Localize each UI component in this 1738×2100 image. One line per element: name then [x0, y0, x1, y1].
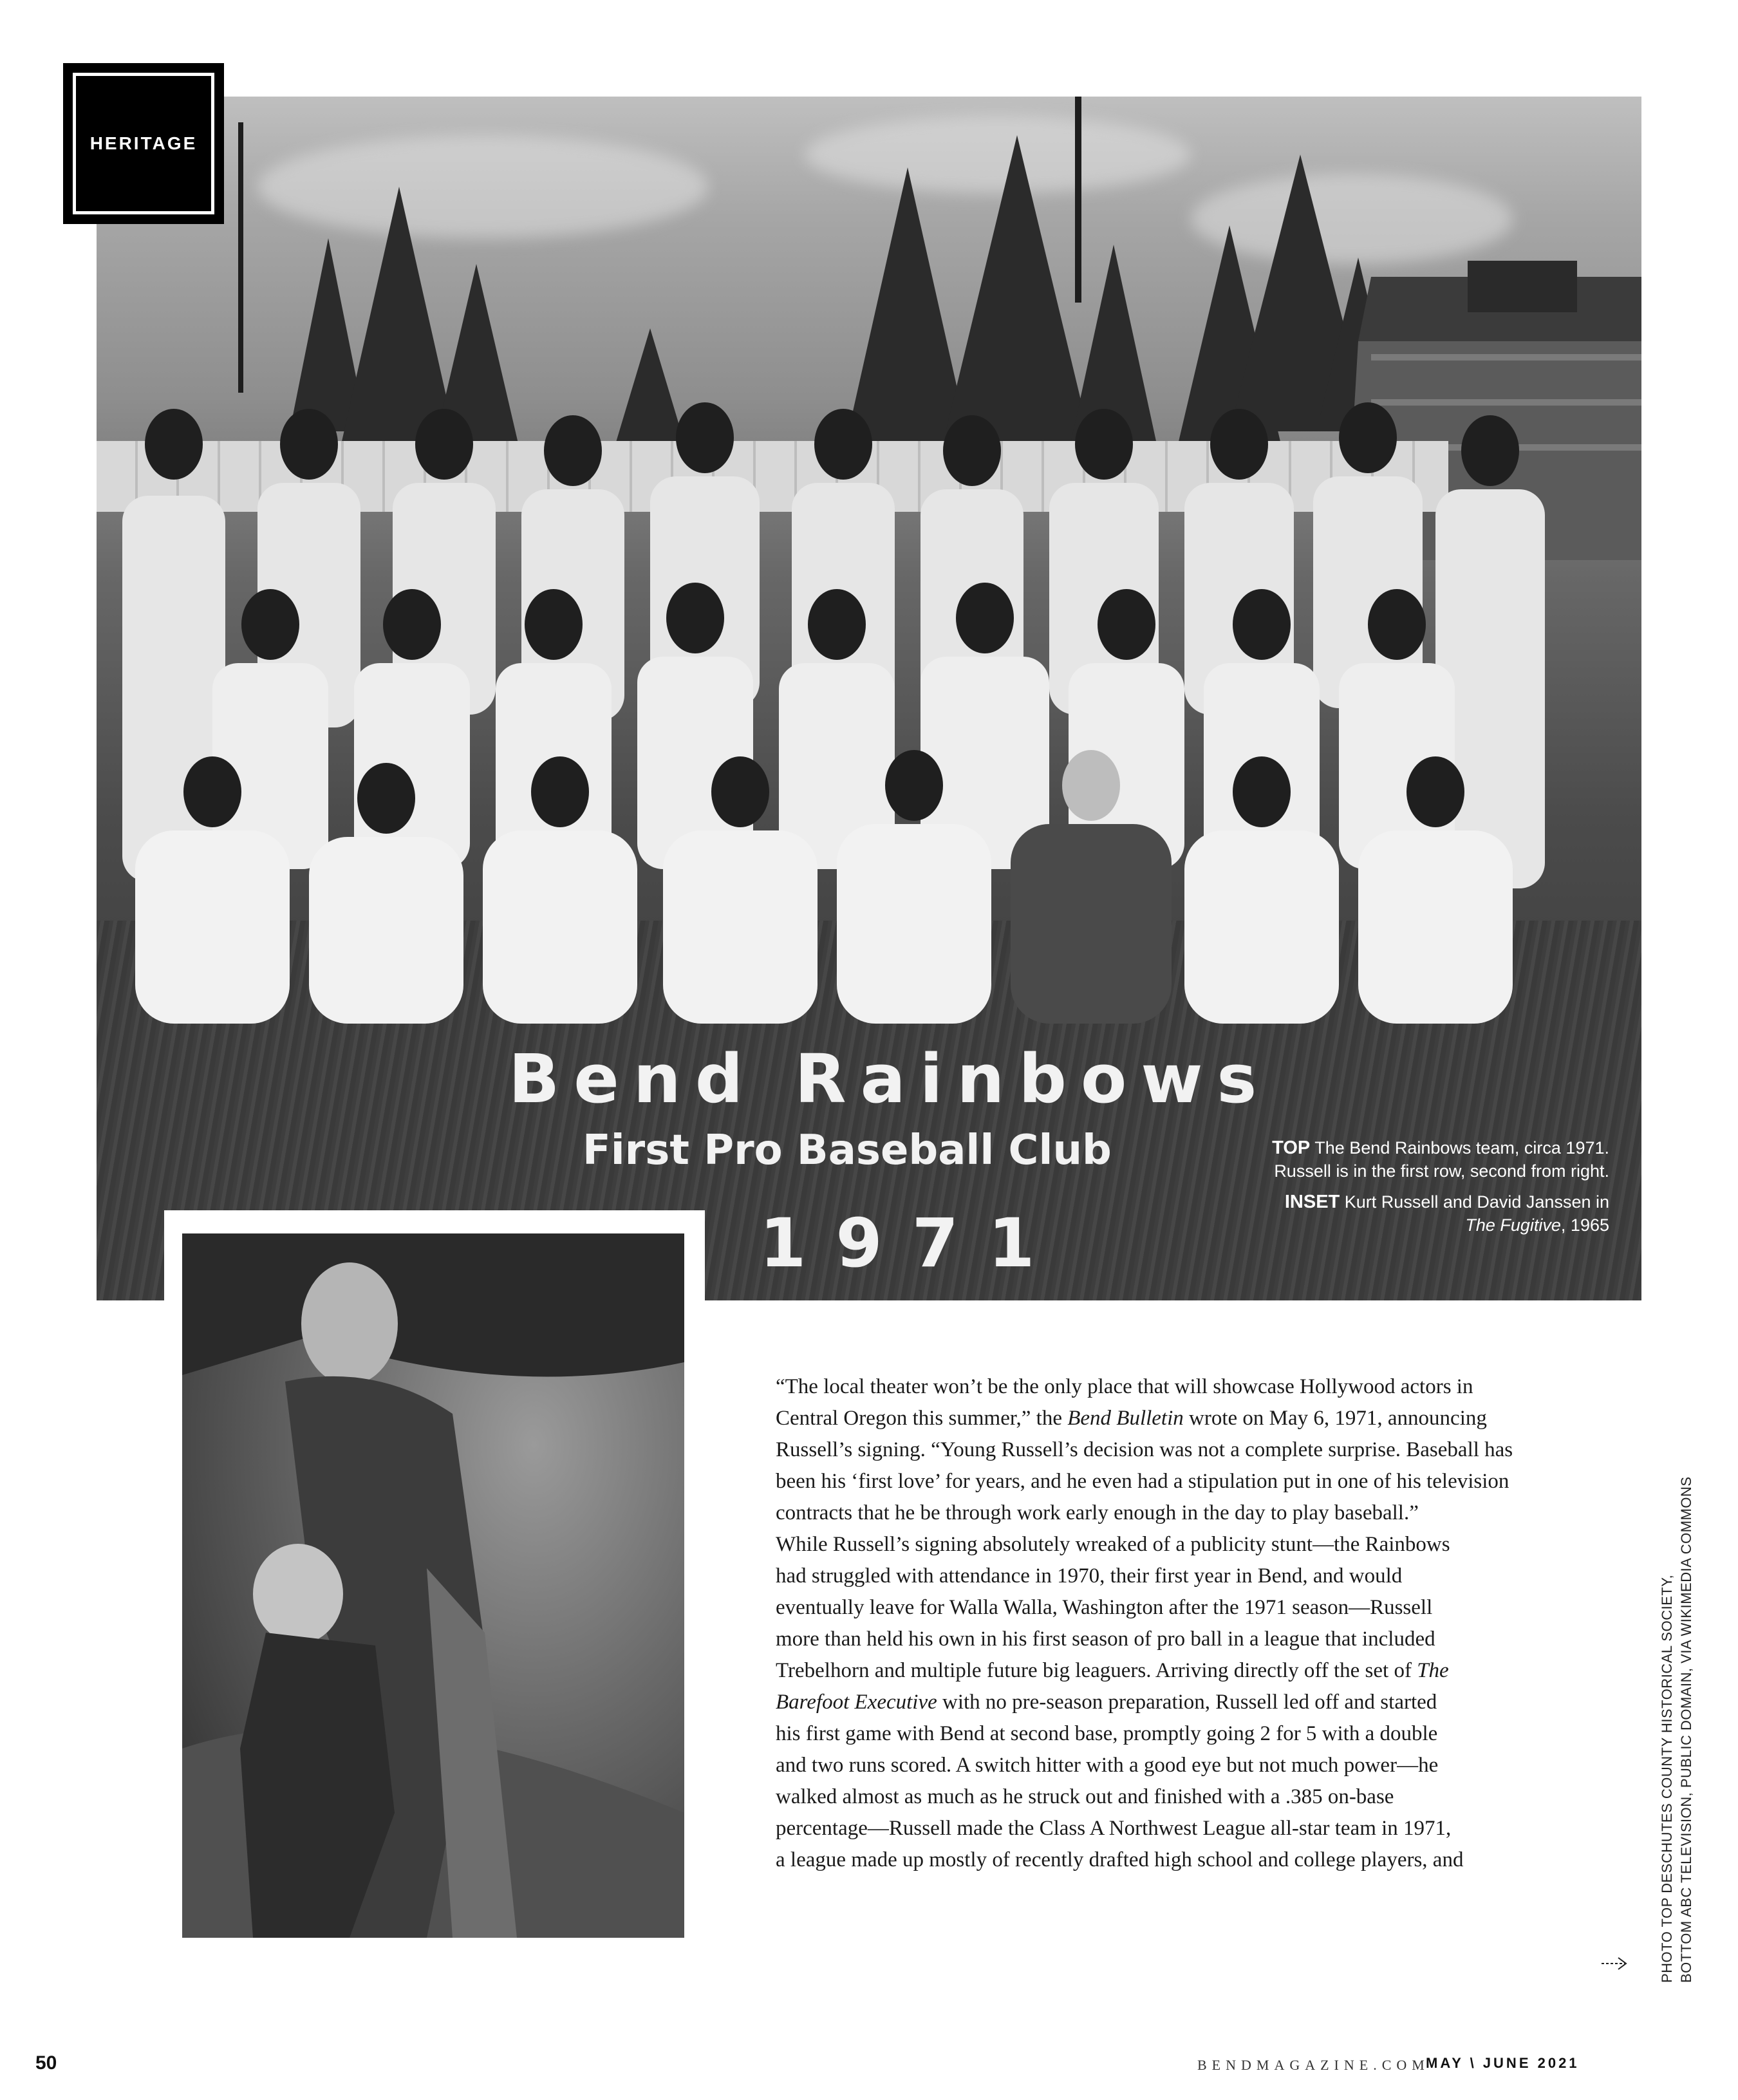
paragraph-2 — [762, 1529, 1579, 1876]
article-body — [762, 1371, 1579, 1876]
text-line: contracts that he be through work early enough in the day to play baseball.” — [776, 1501, 1419, 1524]
text-run: with no pre-season preparation, Russell led off and started — [937, 1691, 1437, 1714]
caption-inset — [1262, 1190, 1609, 1237]
arrow-right-icon — [1600, 1955, 1629, 1973]
text-line: percentage—Russell made the Class A Northwest League all-star team in 1971, — [776, 1817, 1452, 1840]
text-line: Russell’s signing. “Young Russell’s decision was not a complete surprise. Baseball has — [776, 1438, 1513, 1461]
text-run: Central Oregon this summer,” the — [776, 1407, 1068, 1430]
paragraph-1 — [762, 1371, 1579, 1529]
team-photo — [97, 97, 1641, 1300]
caption-top — [1262, 1136, 1609, 1183]
text-line: eventually leave for Walla Walla, Washington after the 1971 season—Russell — [776, 1596, 1433, 1619]
text-line: “The local theater won’t be the only place that will showcase Hollywood actors in — [776, 1375, 1473, 1398]
caption-inset-year: , 1965 — [1560, 1215, 1609, 1235]
caption-inset-text: Kurt Russell and David Janssen in — [1344, 1192, 1609, 1212]
photo-year: 1971 — [760, 1204, 1065, 1282]
footer-website: BENDMAGAZINE.COM — [1197, 2057, 1430, 2073]
caption-inset-label: INSET — [1284, 1192, 1340, 1212]
page-number: 50 — [35, 2052, 57, 2074]
caption-top-text: The Bend Rainbows team, circa 1971. Russell is in the first row, second from right. — [1274, 1138, 1609, 1181]
text-line: been his ‘first love’ for years, and he even had a stipulation put in one of his television — [776, 1470, 1509, 1493]
credit-line: BOTTOM ABC TELEVISION, PUBLIC DOMAIN, VIA WIKIMEDIA COMMONS — [1678, 1476, 1694, 1983]
team-players — [97, 97, 1641, 1300]
text-line: a league made up mostly of recently drafted high school and college players, and — [776, 1848, 1464, 1871]
photo-title: Bend Rainbows — [509, 1040, 1271, 1118]
credit-line: PHOTO TOP DESCHUTES COUNTY HISTORICAL SOCIETY, — [1659, 1574, 1675, 1983]
section-tag — [63, 63, 224, 224]
caption-inset-title: The Fugitive — [1465, 1215, 1561, 1235]
section-label: HERITAGE — [89, 133, 198, 153]
text-line: his first game with Bend at second base, promptly going 2 for 5 with a double — [776, 1722, 1438, 1745]
text-line — [762, 1403, 1579, 1434]
text-line: walked almost as much as he struck out and finished with a .385 on-base — [776, 1785, 1394, 1808]
film-title-part: The — [1417, 1659, 1449, 1682]
text-run: Trebelhorn and multiple future big leaguers. Arriving directly off the set of — [776, 1659, 1417, 1682]
photo-subtitle: First Pro Baseball Club — [583, 1127, 1112, 1174]
text-line — [762, 1687, 1579, 1718]
text-line: had struggled with attendance in 1970, their first year in Bend, and would — [776, 1564, 1403, 1588]
photo-captions — [1262, 1136, 1609, 1244]
publication-title: Bend Bulletin — [1067, 1407, 1184, 1430]
text-line: While Russell’s signing absolutely wreaked of a publicity stunt—the Rainbows — [776, 1533, 1450, 1556]
inset-figures — [182, 1233, 684, 1938]
text-line: and two runs scored. A switch hitter with a good eye but not much power—he — [776, 1754, 1439, 1777]
film-title-part: Barefoot Executive — [776, 1691, 937, 1714]
caption-top-label: TOP — [1272, 1138, 1311, 1158]
footer-issue-date: MAY \ JUNE 2021 — [1426, 2055, 1580, 2071]
text-run: wrote on May 6, 1971, announcing — [1183, 1407, 1487, 1430]
text-line — [762, 1655, 1579, 1687]
text-line: more than held his own in his first season of pro ball in a league that included — [776, 1627, 1435, 1651]
photo-credit — [1658, 1371, 1696, 1983]
inset-photo — [182, 1233, 684, 1938]
